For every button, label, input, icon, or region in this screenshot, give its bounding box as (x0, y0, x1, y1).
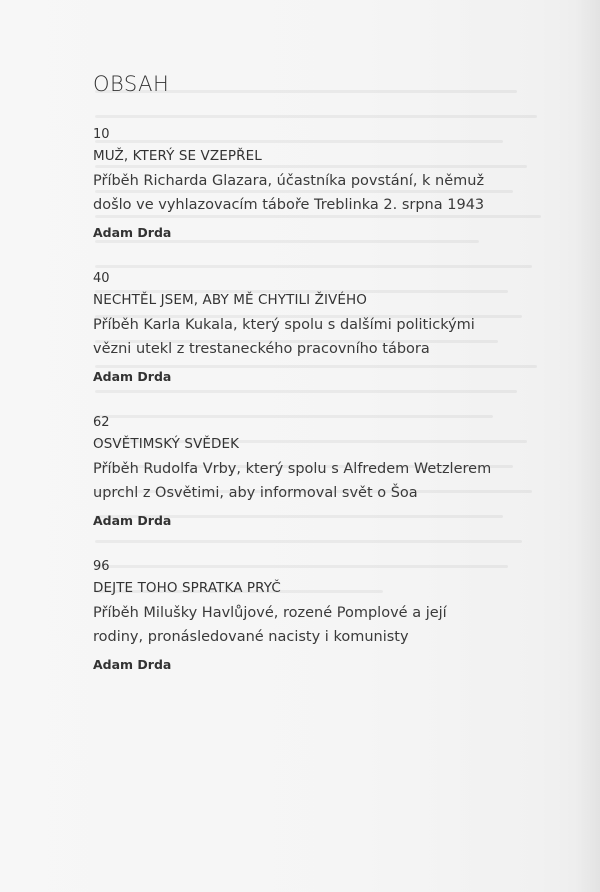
toc-entry-description: Příběh Richarda Glazara, účastníka povstání, k němuž došlo ve vyhlazovacím táboře Treblinka 2. srpna 1943 (93, 173, 485, 214)
toc-entry-title: OSVĚTIMSKÝ SVĚDEK (93, 436, 240, 453)
toc-entry-title: MUŽ, KTERÝ SE VZEPŘEL (93, 148, 262, 165)
toc-entry-page-number: 62 (93, 415, 110, 431)
toc-entry (93, 269, 573, 387)
toc-entry (93, 557, 573, 675)
toc-entry-page-number: 96 (93, 559, 110, 575)
toc-entry-page-number: 10 (93, 127, 110, 143)
toc-heading: OBSAH (93, 72, 170, 96)
toc-entry-author: Adam Drda (93, 513, 172, 529)
toc-entry-description: Příběh Karla Kukala, který spolu s dalšími politickými vězni utekl z trestaneckého pracovního tábora (93, 317, 475, 358)
toc-entry-title: NECHTĚL JSEM, ABY MĚ CHYTILI ŽIVÉHO (93, 292, 367, 309)
toc-entry-author: Adam Drda (93, 225, 172, 241)
toc-entry-description: Příběh Milušky Havlůjové, rozené Pomplové a její rodiny, pronásledované nacisty i komunisty (93, 605, 447, 646)
toc-entry-title: DEJTE TOHO SPRATKA PRYČ (93, 580, 281, 597)
toc-entry-description: Příběh Rudolfa Vrby, který spolu s Alfredem Wetzlerem uprchl z Osvětimi, aby informoval svět o Šoa (93, 461, 492, 502)
toc-entry-page-number: 40 (93, 271, 110, 287)
toc-entry (93, 125, 573, 243)
table-of-contents (93, 72, 573, 701)
toc-entry-author: Adam Drda (93, 657, 172, 673)
toc-entry (93, 413, 573, 531)
page-edge-shadow (574, 0, 600, 892)
toc-entry-author: Adam Drda (93, 369, 172, 385)
